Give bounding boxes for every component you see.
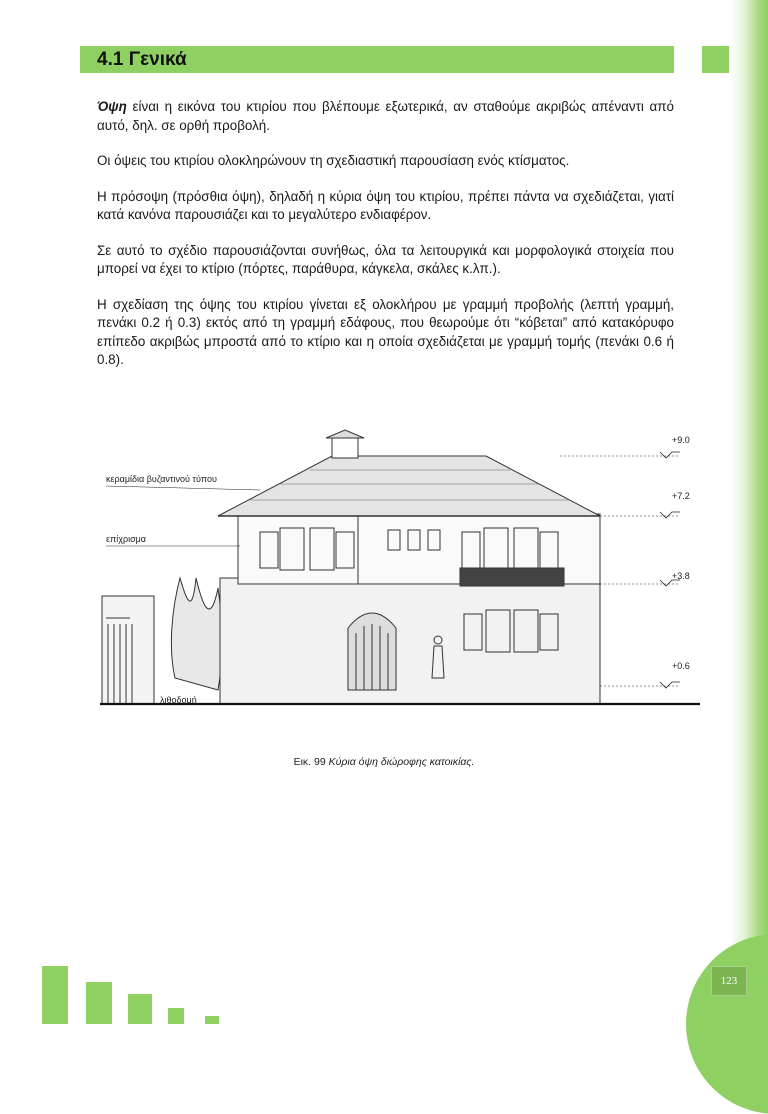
- paragraph-2: Οι όψεις του κτιρίου ολοκληρώνουν τη σχεδιαστική παρουσίαση ενός κτίσματος.: [97, 153, 570, 168]
- decor-bar-1: [42, 966, 68, 1024]
- section-title: 4.1 Γενικά: [97, 49, 187, 70]
- paragraph-1: Όψη είναι η εικόνα του κτιρίου που βλέπουμε εξωτερικά, αν σταθούμε ακριβώς απέναντι από αυτό, δηλ. σε ορθή προβολή.: [97, 99, 674, 133]
- label-roof-tiles: κεραμίδια βυζαντινού τύπου: [106, 474, 217, 484]
- term-opsi: Όψη: [97, 99, 127, 114]
- decor-bar-4: [168, 1008, 184, 1024]
- label-masonry: λιθοδομή: [160, 695, 197, 705]
- header-accent-square: [702, 46, 729, 73]
- corner-decor-circle: [686, 934, 768, 1114]
- level-3-8: +3.8: [672, 571, 690, 581]
- caption-prefix: Εικ. 99: [293, 756, 329, 768]
- page-number: 123: [711, 966, 747, 996]
- paragraph-4: Σε αυτό το σχέδιο παρουσιάζονται συνήθως, όλα τα λειτουργικά και μορφολογικά στοιχεία που μπορεί να έχει το κτίριο (πόρτες, παράθυρα, κάγκελα, σκάλες κ.λπ.).: [97, 242, 674, 276]
- house-elevation-figure: [100, 428, 700, 724]
- body-text: [97, 98, 674, 387]
- house-elevation-drawing: [100, 428, 700, 724]
- decor-bar-5: [205, 1016, 219, 1024]
- label-plaster: επίχρισμα: [106, 534, 147, 544]
- level-9-0: +9.0: [672, 435, 690, 445]
- caption-text: Κύρια όψη διώροφης κατοικίας.: [328, 756, 475, 768]
- paragraph-5: Η σχεδίαση της όψης του κτιρίου γίνεται εξ ολοκλήρου με γραμμή προβολής (λεπτή γραμμή, πενάκι 0.2 ή 0.3) εκτός από τη γραμμή εδάφους, που θεωρούμε ότι “κόβεται” από κατακόρυφο επίπεδο ακριβώς μπροστά από το κτίριο και η οποία σχεδιάζεται με γραμμή τομής (πενάκι 0.6 ή 0.8).: [97, 296, 674, 367]
- level-7-2: +7.2: [672, 491, 690, 501]
- section-header-bar: [80, 46, 674, 73]
- side-gradient-strip: [730, 0, 768, 1024]
- decor-bar-3: [128, 994, 152, 1024]
- decor-bar-2: [86, 982, 112, 1024]
- figure-caption: [0, 756, 768, 768]
- level-0-6: +0.6: [672, 661, 690, 671]
- paragraph-3: Η πρόσοψη (πρόσθια όψη), δηλαδή η κύρια όψη του κτιρίου, πρέπει πάντα να σχεδιάζεται, γιατί κατά κανόνα παρουσιάζει και το μεγαλύτερο ενδιαφέρον.: [97, 188, 674, 222]
